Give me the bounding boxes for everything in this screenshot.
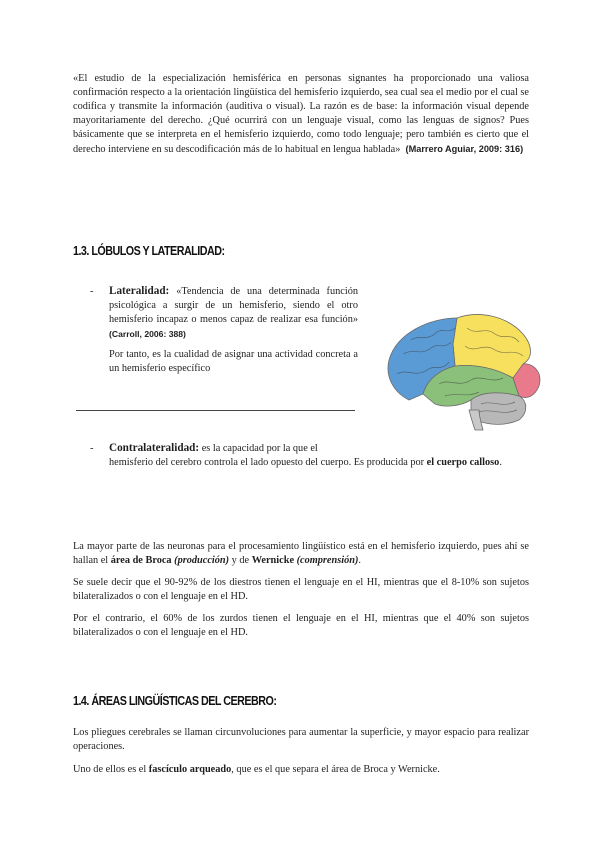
- lateralidad-citation: (Carroll, 2006: 388): [109, 329, 186, 339]
- cuerpo-calloso: el cuerpo calloso: [426, 457, 500, 468]
- contralateralidad-line-1: [109, 441, 359, 456]
- lateralidad-term: Lateralidad:: [109, 285, 170, 297]
- neurons-paragraph: [73, 540, 529, 568]
- lateralidad-def: «Tendencia de una determinada función psicológica a surgir de un hemisferio, siendo el otro hemisferio incapaz o menos capaz de realizar esa función»: [109, 286, 359, 325]
- brain-lobes-illustration: [383, 304, 546, 432]
- contralateralidad-term: Contralateralidad:: [109, 442, 200, 454]
- divider-line: [76, 410, 355, 411]
- fasciculo-arqueado: fascículo arqueado: [148, 764, 232, 775]
- wernicke-area: Wernicke: [251, 555, 295, 566]
- section-heading-1-4: 1.4. ÁREAS LINGÜÍSTICAS DEL CEREBRO:: [73, 694, 277, 708]
- quote-paragraph: [73, 72, 529, 157]
- bullet-dash: -: [90, 286, 94, 297]
- broca-role: (producción): [174, 555, 230, 566]
- folds-paragraph: Los pliegues cerebrales se llaman circunvoluciones para aumentar la superficie, y mayor espacio para realizar operaciones.: [73, 727, 529, 752]
- quote-text: «El estudio de la especialización hemisférica en personas signantes ha proporcionado una valiosa confirmación respecto a la orientación lingüística del hemisferio izquierdo, sea cual sea el medio por el cual se codifica y transmite la información (auditiva o visual). La razón es de base: la información visual depende mayoritariamente del derecho. ¿Qué ocurrirá con un lenguaje visual, como las lenguas de signos? Pues básicamente que se interpreta en el hemisferio izquierdo, como todo lenguaje; pero también es cierto que el derecho interviene en su descodificación más de lo habitual en lengua hablada»: [73, 73, 529, 155]
- contralateralidad-def-1: es la capacidad por la que el: [201, 443, 318, 454]
- neurons-text: La mayor parte de las neuronas para el procesamiento lingüístico está en el hemisferio izquierdo, pues ahí se hallan el: [73, 541, 529, 566]
- period: .: [358, 555, 361, 566]
- left-handed-paragraph: Por el contrario, el 60% de los zurdos tienen el lenguaje en el HI, mientras que el 40% son sujetos bilateralizados o con el lenguaje en el HD.: [73, 613, 529, 638]
- lateralidad-note: Por tanto, es la cualidad de asignar una actividad concreta a un hemisferio específico: [109, 349, 358, 374]
- period: .: [499, 457, 502, 468]
- arcuate-intro: Uno de ellos es el: [73, 764, 147, 775]
- and-text: y de: [231, 555, 250, 566]
- wernicke-role: (comprensión): [296, 555, 359, 566]
- contralateralidad-def-2: hemisferio del cerebro controla el lado opuesto del cuerpo. Es producida por: [109, 457, 425, 468]
- contralateralidad-line-2: [109, 456, 529, 470]
- quote-citation: (Marrero Aguiar, 2009: 316): [405, 144, 524, 154]
- section-heading-1-3: 1.3. LÓBULOS Y LATERALIDAD:: [73, 244, 225, 258]
- arcuate-paragraph: [73, 763, 529, 777]
- bullet-dash: -: [90, 443, 94, 454]
- arcuate-rest: , que es el que separa el área de Broca y Wernicke.: [231, 764, 440, 775]
- broca-area: área de Broca: [110, 555, 172, 566]
- lateralidad-definition: [109, 284, 358, 342]
- right-handed-paragraph: Se suele decir que el 90-92% de los diestros tienen el lenguaje en el HI, mientras que el 8-10% son sujetos bilateralizados o con el lenguaje en el HD.: [73, 577, 529, 602]
